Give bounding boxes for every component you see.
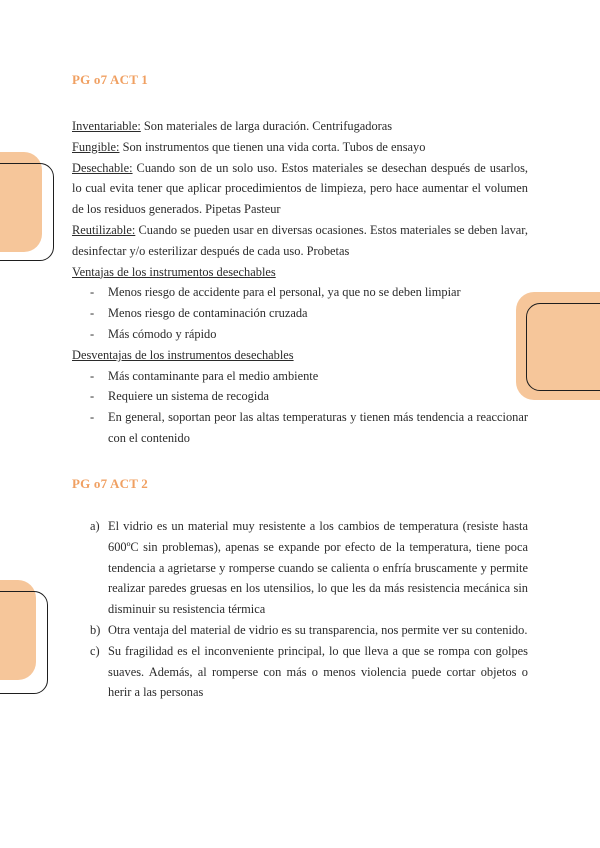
item-marker: a) — [90, 519, 100, 533]
desventajas-list — [72, 366, 528, 449]
list-item — [72, 620, 528, 641]
term-text: Son instrumentos que tienen una vida corta. Tubos de ensayo — [119, 139, 426, 154]
item-marker: b) — [90, 622, 101, 637]
act1-body — [72, 116, 528, 449]
list-item: - Más cómodo y rápido — [72, 324, 528, 345]
act2-body — [72, 516, 528, 703]
list-item: - Más contaminante para el medio ambiente — [72, 366, 528, 387]
definition-inventariable — [72, 116, 528, 137]
ventajas-heading: Ventajas de los instrumentos desechables — [72, 264, 276, 279]
section-title-act1: PG o7 ACT 1 — [72, 72, 148, 87]
definition-desechable — [72, 158, 528, 220]
item-marker: c) — [90, 643, 100, 658]
list-item: - Requiere un sistema de recogida — [72, 386, 528, 407]
term-text: Son materiales de larga duración. Centrifugadoras — [140, 119, 393, 133]
list-item: - Menos riesgo de accidente para el personal, ya que no se deben limpiar — [72, 282, 528, 303]
term-label: Desechable: — [72, 160, 133, 175]
term-text: Cuando son de un solo uso. Estos materiales se desechan después de usarlos, lo cual evita tener que aplicar procedimientos de limpieza, pero hace aumentar el volumen de los residuos generados. Pipetas Pasteur — [72, 160, 528, 217]
item-text: Su fragilidad es el inconveniente principal, lo que lleva a que se rompa con golpes suaves. Además, al romperse con más o menos violencia puede cortar objetos o herir a las personas — [108, 643, 528, 700]
term-text: Cuando se pueden usar en diversas ocasiones. Estos materiales se deben lavar, desinfectar y/o esterilizar después de cada uso. Probetas — [72, 222, 528, 258]
list-item: - En general, soportan peor las altas temperaturas y tienen más tendencia a reaccionar con el contenido — [72, 407, 528, 449]
section-title-act2: PG o7 ACT 2 — [72, 476, 148, 491]
list-item: - Menos riesgo de contaminación cruzada — [72, 303, 528, 324]
term-label: Inventariable: — [72, 119, 141, 133]
definition-reutilizable — [72, 220, 528, 262]
ventajas-list — [72, 282, 528, 344]
list-item — [72, 641, 528, 703]
term-label: Fungible: — [72, 139, 120, 154]
list-item — [72, 516, 528, 620]
item-text: El vidrio es un material muy resistente a los cambios de temperatura (resiste hasta 600ºC sin problemas), apenas se expande por efecto de la temperatura, tiene poca tendencia a agrietarse y romperse cuando se calienta o enfría bruscamente y permite realizar paredes gruesas en los utensilios, lo que les da más resistencia mecánica sin disminuir su resistencia térmica — [108, 519, 528, 617]
term-label: Reutilizable: — [72, 222, 136, 237]
definition-fungible — [72, 137, 528, 158]
act2-list — [72, 516, 528, 703]
desventajas-heading: Desventajas de los instrumentos desechables — [72, 347, 294, 362]
item-text: Otra ventaja del material de vidrio es su transparencia, nos permite ver su contenido. — [108, 622, 528, 637]
